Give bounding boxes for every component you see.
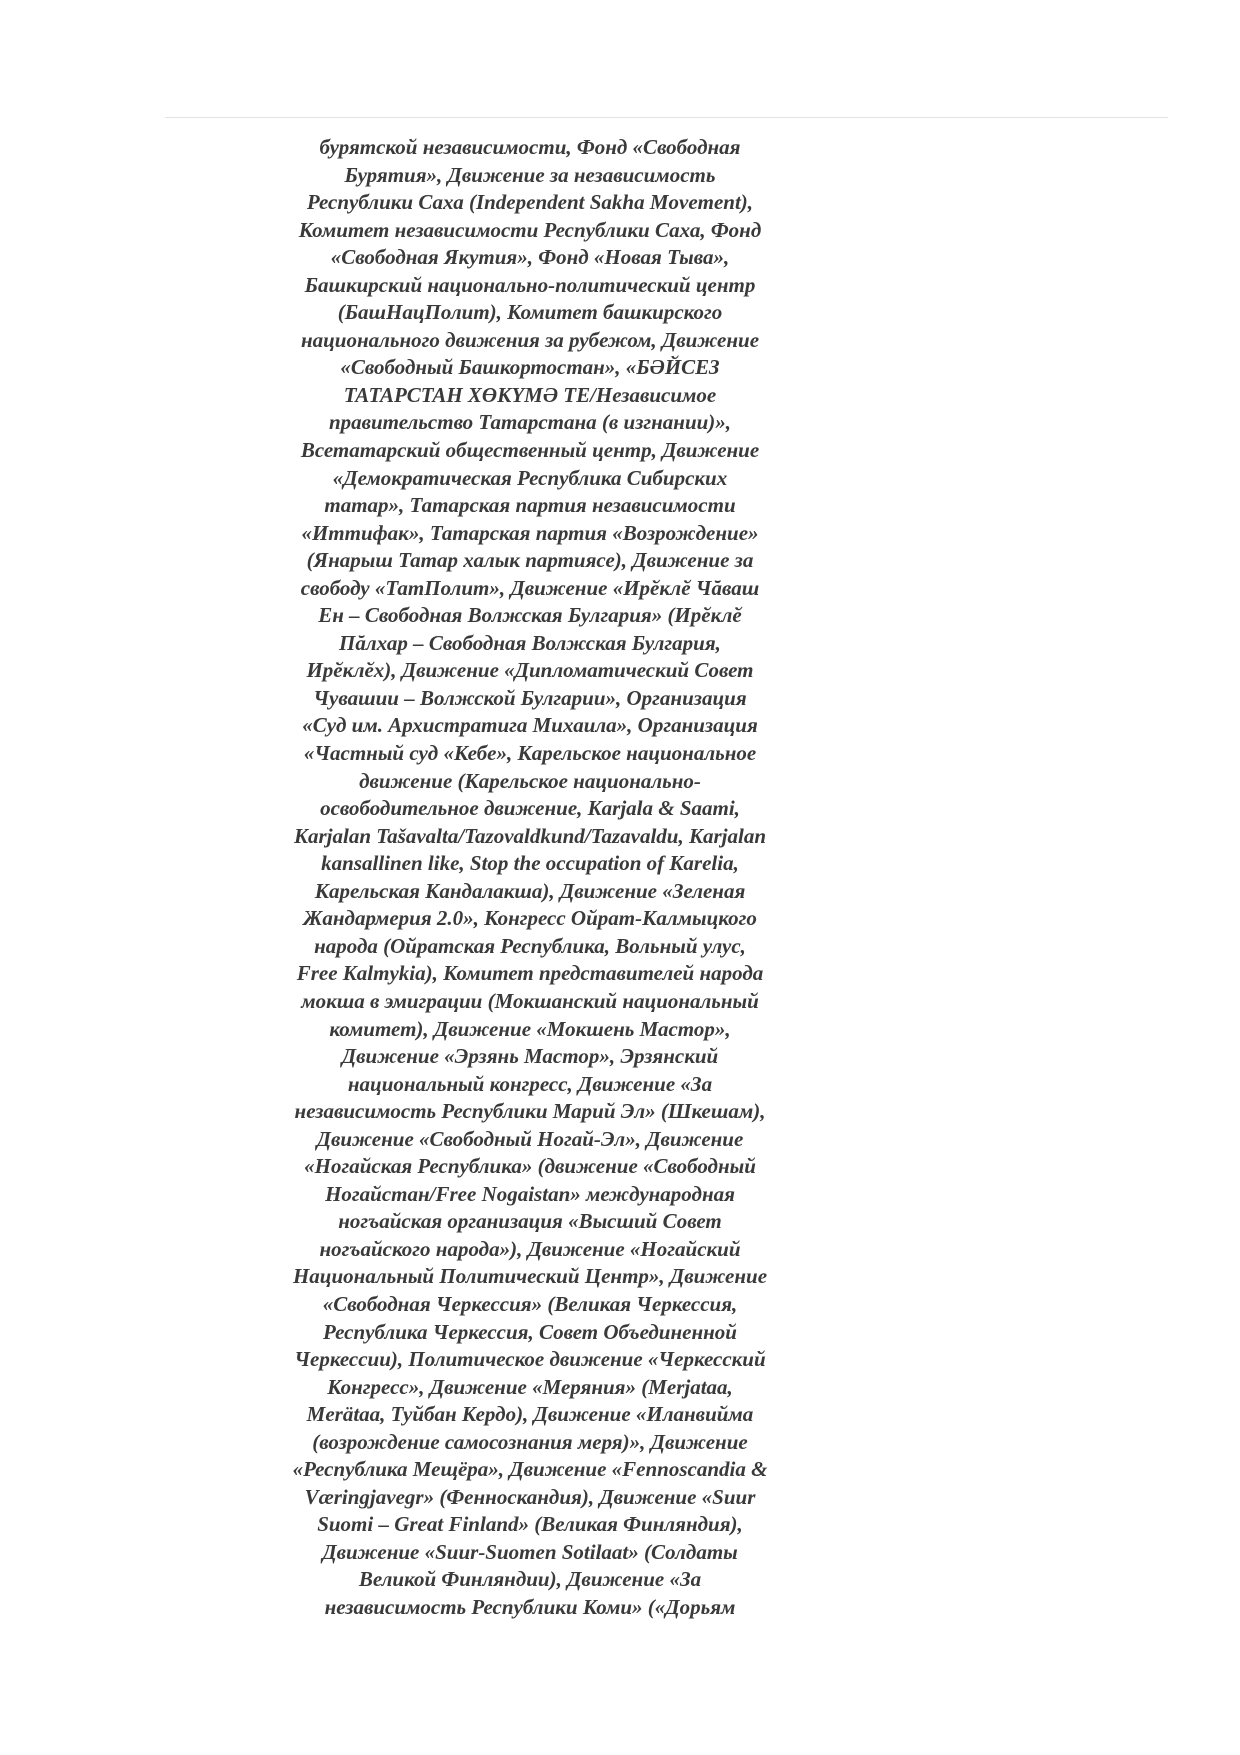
text-line: «Иттифак», Татарская партия «Возрождение» <box>301 520 759 545</box>
text-line: Чувашии – Волжской Булгарии», Организация <box>313 685 747 710</box>
text-line: мокша в эмиграции (Мокшанский национальный <box>301 988 759 1013</box>
text-line: Ен – Свободная Волжская Булгария» (Ирӗклӗ <box>318 603 742 628</box>
text-line: Республика Черкессия, Совет Объединенной <box>323 1319 737 1344</box>
text-line: Комитет независимости Республики Саха, Фонд <box>298 217 762 242</box>
text-line: Пăлхар – Свободная Волжская Булгария, <box>339 630 721 655</box>
text-line: Бурятия», Движение за независимость <box>344 162 716 187</box>
header-rule <box>165 117 1168 118</box>
text-line: Движение «Эрзянь Мастор», Эрзянский <box>341 1044 719 1069</box>
text-line: Ногайстан/Free Nogaistan» международная <box>325 1181 735 1206</box>
text-line: народа (Ойратская Республика, Вольный улус, <box>314 933 746 958</box>
text-line: ногъайская организация «Высший Совет <box>338 1209 722 1234</box>
text-line: «Суд им. Архистратига Михаила», Организация <box>302 713 758 738</box>
text-line: Ирӗклӗх), Движение «Дипломатический Совет <box>306 658 754 683</box>
text-line: kansallinen like, Stop the occupation of Karelia, <box>321 851 739 876</box>
text-line: (БашНацПолит), Комитет башкирского <box>337 300 723 325</box>
text-line: Черкессии), Политическое движение «Черкесский <box>294 1347 766 1372</box>
text-line: Suomi – Great Finland» (Великая Финляндия), <box>317 1512 743 1537</box>
text-line: «Свободная Якутия», Фонд «Новая Тыва», <box>330 245 730 270</box>
text-line: ногъайского народа»), Движение «Ногайский <box>319 1236 741 1261</box>
text-line: национальный конгресс, Движение «За <box>347 1071 713 1096</box>
text-line: Движение «Свободный Ногай-Эл», Движение <box>316 1126 744 1151</box>
text-line: «Республика Мещёра», Движение «Fennoscandia & <box>292 1457 768 1482</box>
text-line: Merätaa, Туйбан Кердо), Движение «Иланвийма <box>306 1402 754 1427</box>
text-line: Национальный Политический Центр», Движение <box>292 1264 768 1289</box>
text-line: Великой Финляндии), Движение «За <box>358 1567 702 1592</box>
text-line: независимость Республики Коми» («Дорьям <box>324 1594 736 1619</box>
text-line: Карельская Кандалакша), Движение «Зеленая <box>314 878 746 903</box>
text-line: Всетатарский общественный центр, Движение <box>300 438 760 463</box>
text-line: Конгресс», Движение «Меряния» (Merjatаа, <box>327 1374 733 1399</box>
text-line: Free Kalmykia), Комитет представителей народа <box>296 961 764 986</box>
text-line: татар», Татарская партия независимости <box>324 493 736 518</box>
body-text <box>200 134 860 1622</box>
text-line: «Свободный Башкортостан», «БӘЙСЕЗ <box>340 355 720 380</box>
text-line: Karjalan Tašavalta/Tazovaldkund/Tazavaldu, Karjalan <box>293 823 767 848</box>
text-line: освободительное движение, Karjala & Saami, <box>320 796 740 821</box>
text-line: Движение «Suur-Suomen Sotilaat» (Солдаты <box>322 1539 738 1564</box>
text-line: Væringjavegr» (Фенноскандия), Движение «Suur <box>304 1484 756 1509</box>
text-line: комитет), Движение «Мокшень Мастор», <box>329 1016 731 1041</box>
text-line: правительство Татарстана (в изгнании)», <box>328 410 732 435</box>
text-line: независимость Республики Марий Эл» (Шкешам), <box>294 1099 766 1124</box>
text-line: свободу «ТатПолит», Движение «Ирӗклӗ Чăваш <box>300 575 760 600</box>
text-line: «Частный суд «Кебе», Карельское национальное <box>303 741 757 766</box>
text-line: движение (Карельское национально- <box>359 768 701 793</box>
text-line: «Свободная Черкессия» (Великая Черкессия, <box>322 1291 738 1316</box>
text-line: (Янарыш Татар халык партиясе), Движение за <box>306 548 754 573</box>
text-line: Республики Саха (Independent Sakha Movement), <box>306 190 754 215</box>
text-line: бурятской независимости, Фонд «Свободная <box>319 135 741 159</box>
text-line: «Ногайская Республика» (движение «Свободный <box>304 1154 756 1179</box>
text-line: Башкирский национально-политический центр <box>304 272 756 297</box>
text-line: ТАТАРСТАН ХӨКҮМӘ ТЕ/Независимое <box>343 382 717 407</box>
text-line: Жандармерия 2.0», Конгресс Ойрат-Калмыцкого <box>303 906 757 931</box>
text-line: (возрождение самосознания меря)», Движение <box>312 1429 748 1454</box>
text-line: национального движения за рубежом, Движение <box>300 327 760 352</box>
text-line: «Демократическая Республика Сибирских <box>332 465 728 490</box>
